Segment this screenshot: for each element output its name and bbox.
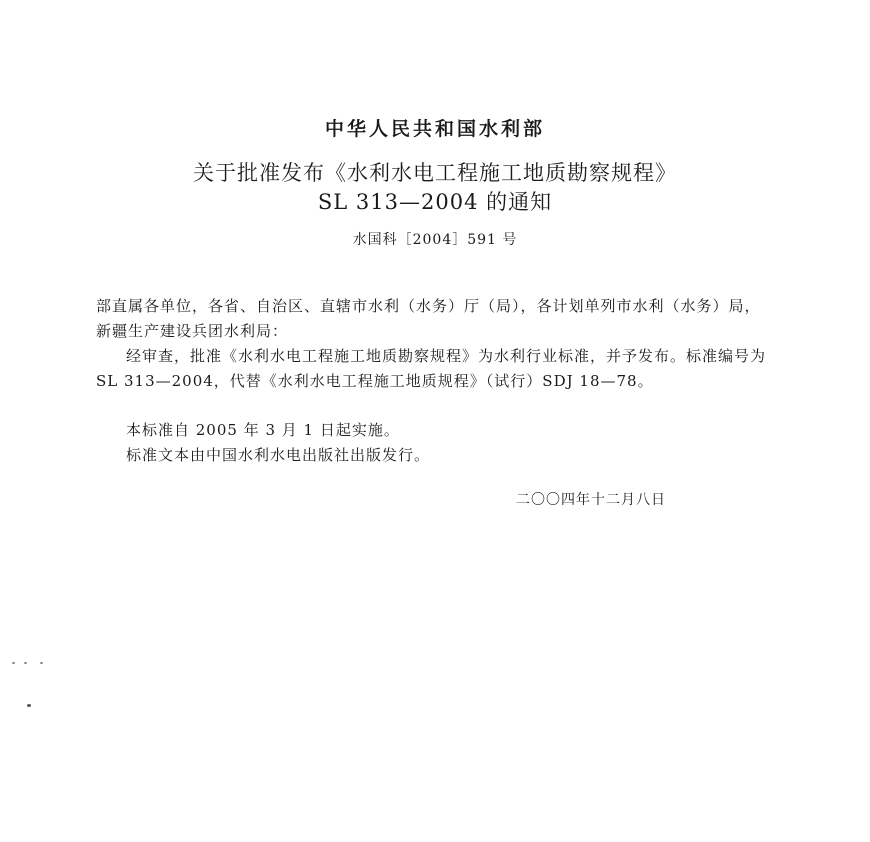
scan-speck bbox=[12, 662, 15, 664]
issuer-name: 中华人民共和国水利部 bbox=[324, 118, 545, 140]
scan-speck bbox=[40, 662, 43, 664]
effective-date-paragraph: 本标准自 2005 年 3 月 1 日起实施。 bbox=[126, 421, 400, 439]
approval-paragraph: 经审查，批准《水利水电工程施工地质勘察规程》为水利行业标准，并予发布。标准编号为 SL 313—2004，代替《水利水电工程施工地质规程》（试行）SDJ 18—78。 bbox=[96, 347, 767, 390]
publisher-paragraph: 标准文本由中国水利水电出版社出版发行。 bbox=[126, 446, 431, 464]
scan-speck bbox=[24, 662, 27, 664]
notice-title-line2: SL 313—2004 的通知 bbox=[317, 190, 553, 214]
document-number: 水国科［2004］591 号 bbox=[352, 232, 518, 248]
scan-speck bbox=[27, 704, 31, 707]
issue-date: 二〇〇四年十二月八日 bbox=[516, 492, 666, 508]
addressee-paragraph: 部直属各单位，各省、自治区、直辖市水利（水务）厅（局），各计划单列市水利（水务）局，新疆生产建设兵团水利局： bbox=[96, 297, 761, 340]
notice-title-line1: 关于批准发布《水利水电工程施工地质勘察规程》 bbox=[193, 161, 677, 185]
